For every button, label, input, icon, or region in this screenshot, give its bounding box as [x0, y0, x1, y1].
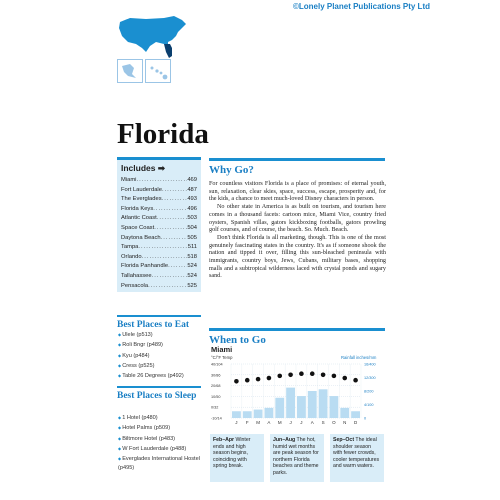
includes-item[interactable] — [121, 205, 197, 215]
page-title: Florida — [117, 118, 209, 150]
when-to-go-heading: When to Go — [209, 328, 385, 346]
includes-item[interactable] — [121, 243, 197, 253]
rainfall-bar — [275, 398, 284, 418]
rainfall-bar — [243, 411, 252, 418]
includes-item-page: 518 — [187, 253, 197, 260]
temp-tick: 20/68 — [211, 384, 221, 389]
month-tick: A — [267, 420, 271, 425]
temperature-point — [288, 373, 293, 378]
month-tick: M — [256, 420, 260, 425]
temp-axis-label: °C/°F Temp — [211, 355, 233, 360]
rain-tick: 12/300 — [364, 376, 376, 380]
includes-item-page: 524 — [187, 272, 197, 279]
includes-item[interactable] — [121, 282, 197, 292]
temperature-point — [245, 378, 250, 383]
leader-dots — [168, 262, 187, 272]
leader-dots — [162, 186, 187, 196]
eat-item[interactable]: ◆ Roli Bngr (p489) — [118, 340, 204, 350]
month-tick: J — [300, 420, 303, 425]
rain-tick: 8/200 — [364, 389, 374, 394]
includes-item-name: The Everglades — [121, 196, 162, 203]
temp-tick: 10/50 — [211, 394, 221, 399]
season-tip — [330, 434, 384, 482]
includes-item-name: Tampa — [121, 244, 139, 251]
includes-item-name: Atlantic Coast — [121, 215, 157, 222]
includes-item-page: 503 — [187, 215, 197, 222]
includes-item-page: 525 — [187, 282, 197, 289]
sleep-item[interactable]: ◆ Hotel Palms (p509) — [118, 423, 204, 433]
usa-locator-map — [116, 14, 190, 60]
eat-item[interactable]: ◆ Kyu (p484) — [118, 351, 204, 361]
leader-dots — [153, 205, 187, 215]
month-tick: J — [289, 420, 292, 425]
temperature-point — [353, 378, 358, 383]
temperature-point — [277, 374, 282, 379]
leader-dots — [138, 243, 187, 253]
season-tip — [210, 434, 264, 482]
leader-dots — [148, 282, 187, 292]
hawaii-inset-map — [145, 59, 171, 83]
includes-list — [121, 176, 197, 291]
rainfall-bar — [297, 396, 306, 418]
leader-dots — [157, 214, 188, 224]
rainfall-bar — [319, 389, 328, 418]
why-paragraph: For countless visitors Florida is a place of promises: of eternal youth, sun, relaxation, clear skies, space, success, escape, prosperity and, for the kids, a chance to meet much-loved Disney characters in person. — [209, 181, 386, 203]
tip-title: Sep–Oct — [333, 437, 355, 443]
alaska-inset-map — [117, 59, 143, 83]
sleep-item[interactable]: ◆ Biltmore Hotel (p483) — [118, 434, 204, 444]
includes-item-page: 505 — [187, 234, 197, 241]
month-tick: S — [321, 420, 325, 425]
includes-heading: Includes ➡ — [121, 163, 165, 173]
leader-dots — [152, 272, 188, 282]
temp-tick: -10/14 — [211, 416, 222, 421]
rainfall-bar — [254, 410, 263, 418]
temp-tick: 40/104 — [211, 362, 223, 367]
includes-item-page: 493 — [187, 196, 197, 203]
rainfall-bar — [308, 391, 317, 418]
includes-item[interactable] — [121, 224, 197, 234]
includes-item[interactable] — [121, 195, 197, 205]
month-tick: M — [277, 420, 282, 425]
includes-item-name: Orlando — [121, 253, 142, 260]
includes-item-name: Florida Keys — [121, 205, 154, 212]
rainfall-bar — [340, 408, 349, 418]
sleep-item[interactable]: ◆ W Fort Lauderdale (p488) — [118, 444, 204, 454]
includes-item-name: Miami — [121, 177, 137, 183]
includes-item[interactable] — [121, 253, 197, 263]
includes-item-name: Florida Panhandle — [121, 263, 169, 270]
includes-item-page: 496 — [187, 205, 197, 212]
includes-item-page: 524 — [187, 263, 197, 270]
why-paragraph: Don't think Florida is all marketing, though. This is one of the most genuinely fascinating states in the country. It's as if someone shook the nation and tipped it over, filling this sun-bleached peninsula with immigrants, country boys, Jews, Cubans, military bases, shopping malls and a subtropical wilderness laced with crystal ponds and sugary sand. — [209, 234, 386, 280]
includes-item-page: 511 — [187, 244, 197, 251]
climate-chart — [209, 354, 386, 432]
month-tick: N — [343, 420, 347, 425]
month-tick: O — [332, 420, 336, 425]
rainfall-bar — [286, 388, 295, 418]
includes-item[interactable] — [121, 262, 197, 272]
copyright-notice: ©Lonely Planet Publications Pty Ltd — [292, 2, 430, 11]
includes-item[interactable] — [121, 234, 197, 244]
includes-item-page: 469 — [187, 177, 197, 183]
leader-dots — [154, 224, 187, 234]
temperature-point — [332, 374, 337, 379]
includes-item-name: Fort Lauderdale — [121, 186, 162, 193]
includes-item-page: 504 — [187, 224, 197, 231]
rain-tick: 4/100 — [364, 403, 374, 407]
eat-item[interactable]: ◆ Ulele (p513) — [118, 330, 204, 340]
eat-item[interactable]: ◆ Cress (p525) — [118, 361, 204, 371]
includes-item-page: 487 — [187, 186, 197, 193]
includes-box — [117, 157, 201, 292]
leader-dots — [162, 195, 188, 205]
includes-item-name: Pensacola — [121, 282, 149, 289]
includes-item-name: Tallahassee — [121, 272, 152, 279]
temp-tick: 30/86 — [211, 373, 221, 378]
temperature-point — [256, 377, 261, 382]
tip-text: Winter ends and high season begins, coinciding with spring break. — [213, 437, 251, 469]
season-tip — [270, 434, 324, 482]
rain-tick: 16/400 — [364, 362, 376, 367]
sleep-item[interactable]: ◆ Everglades International Hostel (p495) — [118, 454, 204, 474]
includes-item[interactable] — [121, 272, 197, 282]
eat-item[interactable]: ◆ Table 26 Degrees (p492) — [118, 371, 204, 381]
temperature-point — [234, 379, 239, 384]
climate-city: Miami — [211, 345, 233, 354]
rain-tick: 0 — [364, 416, 367, 421]
temp-tick: 0/32 — [211, 405, 219, 410]
leader-dots — [136, 176, 187, 186]
eat-list — [118, 330, 204, 381]
month-tick: D — [353, 420, 358, 425]
temperature-point — [267, 376, 272, 381]
rainfall-bar — [330, 396, 339, 418]
includes-item[interactable] — [121, 176, 197, 186]
rainfall-bar — [232, 411, 241, 418]
leader-dots — [142, 253, 188, 263]
month-tick: A — [310, 420, 314, 425]
includes-item[interactable] — [121, 214, 197, 224]
why-go-heading: Why Go? — [209, 158, 385, 176]
rainfall-bar — [351, 411, 360, 418]
sleep-list — [118, 413, 204, 474]
sleep-heading: Best Places to Sleep — [117, 386, 201, 402]
includes-item[interactable] — [121, 186, 197, 196]
month-tick: J — [235, 420, 238, 425]
tip-title: Feb–Apr — [213, 437, 235, 443]
month-tick: F — [245, 420, 249, 425]
includes-item-name: Space Coast — [121, 224, 155, 231]
eat-heading: Best Places to Eat — [117, 315, 201, 331]
temperature-point — [299, 371, 304, 376]
why-go-body — [209, 181, 386, 281]
temperature-point — [321, 373, 326, 378]
tip-text: The ideal shoulder season with fewer crowds, cooler temperatures and warm waters. — [333, 437, 380, 469]
temperature-point — [342, 376, 347, 381]
sleep-item[interactable]: ◆ 1 Hotel (p480) — [118, 413, 204, 423]
rainfall-bar — [265, 408, 274, 418]
rain-axis-label: Rainfall inches/mm — [341, 355, 377, 360]
temperature-point — [310, 371, 315, 376]
tip-title: Jun–Aug — [273, 437, 296, 443]
includes-item-name: Daytona Beach — [121, 234, 161, 241]
leader-dots — [161, 234, 188, 244]
tip-text: The hot, humid wet months are peak season for northern Florida beaches and theme parks. — [273, 437, 319, 476]
why-paragraph: No other state in America is as built on tourism, and tourism here comes in a thousand facets: cartoon mice, Miami Vice, country fried oysters, Spanish villas, gators kickboxing footballs, gators prowling golf courses, and of course, the beach. So. Much. Beach. — [209, 204, 386, 234]
